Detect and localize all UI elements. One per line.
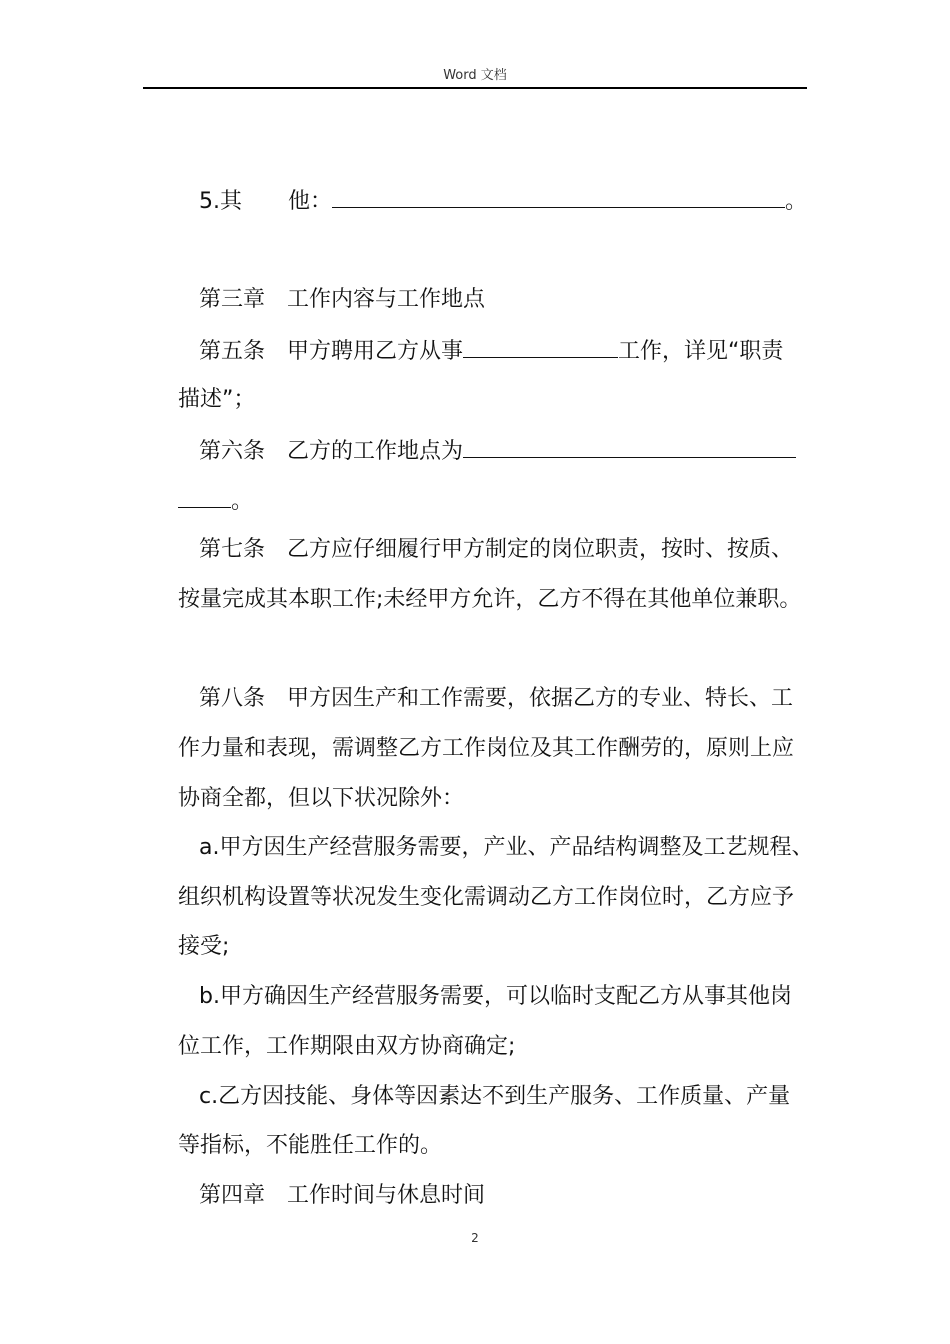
article-8-text-1: 甲方因生产和工作需要，依据乙方的专业、特长、工 xyxy=(287,686,794,711)
item-5-end: 。 xyxy=(785,189,808,214)
fill-blank-location xyxy=(463,435,796,458)
article-7-number: 第七条 xyxy=(199,537,266,562)
article-6-line-1 xyxy=(199,435,796,467)
fill-blank-other xyxy=(332,185,785,208)
article-7-line-1 xyxy=(199,535,793,565)
item-c-line-1: c.乙方因技能、身体等因素达不到生产服务、工作质量、产量 xyxy=(199,1084,791,1109)
item-5-other xyxy=(199,185,807,217)
fill-blank-job xyxy=(463,335,618,358)
item-b-line-1: b.甲方确因生产经营服务需要，可以临时支配乙方从事其他岗 xyxy=(199,984,792,1009)
header-title: Word 文档 xyxy=(443,68,507,83)
header-rule xyxy=(143,87,807,89)
item-a-line-3: 接受; xyxy=(178,934,230,959)
article-5-number: 第五条 xyxy=(199,339,266,364)
chapter-3-title: 工作内容与工作地点 xyxy=(287,287,486,312)
chapter-4-number: 第四章 xyxy=(199,1183,266,1208)
article-7-line-2: 按量完成其本职工作;未经甲方允许，乙方不得在其他单位兼职。 xyxy=(178,587,802,612)
item-5-label-a: 5.其 xyxy=(199,189,242,214)
page-number: 2 xyxy=(471,1231,479,1245)
article-6-end: 。 xyxy=(231,489,254,514)
article-8-line-2: 作力量和表现，需调整乙方工作岗位及其工作酬劳的，原则上应 xyxy=(178,736,795,761)
item-a-line-1: a.甲方因生产经营服务需要，产业、产品结构调整及工艺规程、 xyxy=(199,835,814,860)
article-8-number: 第八条 xyxy=(199,686,266,711)
chapter-3-number: 第三章 xyxy=(199,287,266,312)
item-a-line-2: 组织机构设置等状况发生变化需调动乙方工作岗位时，乙方应予 xyxy=(178,885,795,910)
chapter-3-heading xyxy=(199,285,485,315)
article-6-text-a: 乙方的工作地点为 xyxy=(287,439,464,464)
article-6-number: 第六条 xyxy=(199,439,266,464)
chapter-4-heading xyxy=(199,1181,485,1211)
article-6-line-2 xyxy=(178,485,253,517)
article-7-text-1: 乙方应仔细履行甲方制定的岗位职责，按时、按质、 xyxy=(287,537,794,562)
chapter-4-title: 工作时间与休息时间 xyxy=(287,1183,486,1208)
item-b-line-2: 位工作，工作期限由双方协商确定; xyxy=(178,1034,516,1059)
item-5-label-b: 他： xyxy=(288,189,333,214)
article-5-line-1 xyxy=(199,335,783,367)
article-8-line-1 xyxy=(199,684,793,714)
article-5-line-2: 描述”； xyxy=(178,387,256,412)
item-c-line-2: 等指标，不能胜任工作的。 xyxy=(178,1133,443,1158)
article-8-line-3: 协商全都，但以下状况除外： xyxy=(178,786,465,811)
article-5-text-b: 工作，详见“职责 xyxy=(618,339,784,364)
fill-blank-location-cont xyxy=(178,485,231,508)
article-5-text-a: 甲方聘用乙方从事 xyxy=(287,339,464,364)
